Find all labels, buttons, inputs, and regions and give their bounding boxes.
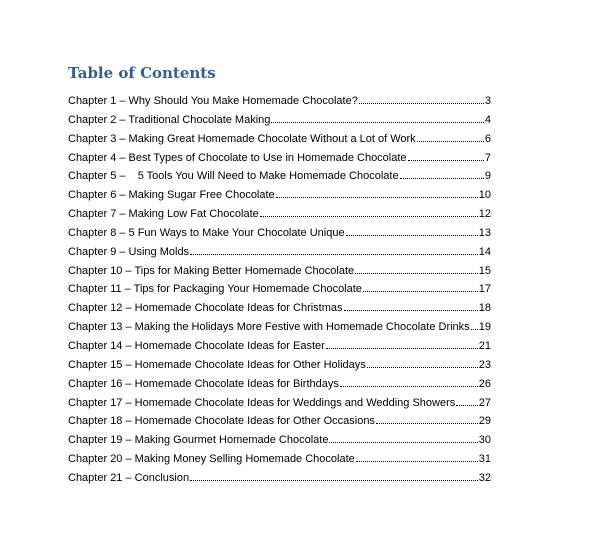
toc-dot-leader bbox=[340, 385, 478, 387]
toc-entry-text: Chapter 14 – Homemade Chocolate Ideas for Easter bbox=[68, 339, 325, 352]
toc-entry-page-number: 7 bbox=[484, 151, 491, 164]
toc-entry-page-number: 3 bbox=[484, 95, 491, 107]
toc-dot-leader bbox=[408, 159, 484, 161]
toc-dot-leader bbox=[456, 404, 477, 406]
toc-entry-text: Chapter 11 – Tips for Packaging Your Homemade Chocolate bbox=[68, 283, 362, 296]
toc-entry[interactable] bbox=[68, 114, 491, 133]
toc-entry[interactable] bbox=[68, 321, 491, 340]
toc-entry-page-number: 10 bbox=[478, 189, 491, 202]
toc-entry[interactable] bbox=[68, 397, 491, 416]
toc-entry-page-number: 12 bbox=[478, 208, 491, 221]
toc-entry-page-number: 13 bbox=[478, 226, 491, 239]
toc-entry[interactable] bbox=[68, 227, 491, 246]
toc-list bbox=[68, 95, 491, 491]
toc-entry-text: Chapter 12 – Homemade Chocolate Ideas for Christmas bbox=[68, 302, 343, 315]
toc-entry[interactable] bbox=[68, 208, 491, 227]
toc-dot-leader bbox=[400, 177, 484, 179]
toc-entry[interactable] bbox=[68, 133, 491, 152]
toc-entry-text: Chapter 8 – 5 Fun Ways to Make Your Chocolate Unique bbox=[68, 226, 345, 239]
toc-dot-leader bbox=[190, 479, 478, 481]
toc-dot-leader bbox=[355, 272, 478, 274]
toc-dot-leader bbox=[376, 422, 478, 424]
toc-entry-text: Chapter 9 – Using Molds bbox=[68, 245, 190, 258]
toc-entry-page-number: 15 bbox=[478, 264, 491, 277]
toc-entry-text: Chapter 10 – Tips for Making Better Homemade Chocolate bbox=[68, 264, 355, 277]
toc-entry[interactable] bbox=[68, 359, 491, 378]
toc-entry[interactable] bbox=[68, 302, 491, 321]
toc-entry[interactable] bbox=[68, 283, 491, 302]
toc-entry-text: Chapter 17 – Homemade Chocolate Ideas for Weddings and Wedding Showers bbox=[68, 396, 456, 409]
toc-title: Table of Contents bbox=[68, 64, 216, 82]
toc-entry-page-number: 18 bbox=[478, 302, 491, 315]
toc-dot-leader bbox=[359, 102, 484, 104]
toc-entry[interactable] bbox=[68, 472, 491, 491]
toc-entry-page-number: 27 bbox=[478, 396, 491, 409]
toc-entry-page-number: 14 bbox=[478, 245, 491, 258]
toc-entry-text: Chapter 13 – Making the Holidays More Festive with Homemade Chocolate Drinks bbox=[68, 321, 470, 334]
toc-entry[interactable] bbox=[68, 95, 491, 114]
toc-entry-text: Chapter 5 – 5 Tools You Will Need to Make Homemade Chocolate bbox=[68, 170, 399, 183]
toc-dot-leader bbox=[363, 290, 478, 292]
toc-entry-page-number: 9 bbox=[484, 170, 491, 183]
toc-entry-page-number: 32 bbox=[478, 471, 491, 484]
toc-entry-text: Chapter 20 – Making Money Selling Homemade Chocolate bbox=[68, 453, 355, 466]
toc-entry-page-number: 31 bbox=[478, 453, 491, 466]
toc-dot-leader bbox=[329, 441, 477, 443]
toc-entry[interactable] bbox=[68, 453, 491, 472]
toc-entry-text: Chapter 2 – Traditional Chocolate Making bbox=[68, 113, 271, 126]
toc-dot-leader bbox=[417, 140, 484, 142]
toc-entry[interactable] bbox=[68, 246, 491, 265]
toc-entry[interactable] bbox=[68, 152, 491, 171]
toc-entry-text: Chapter 6 – Making Sugar Free Chocolate bbox=[68, 189, 275, 202]
toc-dot-leader bbox=[276, 196, 478, 198]
toc-entry-page-number: 26 bbox=[478, 377, 491, 390]
toc-dot-leader bbox=[190, 253, 478, 255]
toc-entry-page-number: 6 bbox=[484, 132, 491, 145]
toc-entry-text: Chapter 15 – Homemade Chocolate Ideas for Other Holidays bbox=[68, 358, 366, 371]
toc-entry[interactable] bbox=[68, 378, 491, 397]
toc-entry-text: Chapter 21 – Conclusion bbox=[68, 471, 190, 484]
toc-entry[interactable] bbox=[68, 415, 491, 434]
toc-entry[interactable] bbox=[68, 434, 491, 453]
toc-entry-page-number: 19 bbox=[478, 321, 491, 334]
toc-entry-page-number: 30 bbox=[478, 434, 491, 447]
toc-entry-text: Chapter 19 – Making Gourmet Homemade Chocolate bbox=[68, 434, 329, 447]
toc-entry-text: Chapter 1 – Why Should You Make Homemade Chocolate? bbox=[68, 95, 358, 107]
toc-dot-leader bbox=[346, 234, 478, 236]
toc-dot-leader bbox=[260, 215, 478, 217]
toc-dot-leader bbox=[356, 460, 478, 462]
toc-entry[interactable] bbox=[68, 170, 491, 189]
toc-entry[interactable] bbox=[68, 189, 491, 208]
toc-entry-page-number: 17 bbox=[478, 283, 491, 296]
toc-dot-leader bbox=[344, 309, 478, 311]
toc-entry-page-number: 29 bbox=[478, 415, 491, 428]
toc-dot-leader bbox=[326, 347, 478, 349]
toc-entry-text: Chapter 18 – Homemade Chocolate Ideas for Other Occasions bbox=[68, 415, 375, 428]
toc-entry-page-number: 21 bbox=[478, 339, 491, 352]
toc-entry[interactable] bbox=[68, 340, 491, 359]
toc-dot-leader bbox=[271, 121, 483, 123]
toc-dot-leader bbox=[471, 328, 478, 330]
toc-entry-page-number: 4 bbox=[484, 113, 491, 126]
toc-entry-text: Chapter 16 – Homemade Chocolate Ideas for Birthdays bbox=[68, 377, 339, 390]
toc-entry[interactable] bbox=[68, 265, 491, 284]
toc-entry-text: Chapter 7 – Making Low Fat Chocolate bbox=[68, 208, 259, 221]
toc-entry-text: Chapter 4 – Best Types of Chocolate to Use in Homemade Chocolate bbox=[68, 151, 407, 164]
toc-entry-text: Chapter 3 – Making Great Homemade Chocolate Without a Lot of Work bbox=[68, 132, 416, 145]
toc-dot-leader bbox=[367, 366, 478, 368]
toc-entry-page-number: 23 bbox=[478, 358, 491, 371]
